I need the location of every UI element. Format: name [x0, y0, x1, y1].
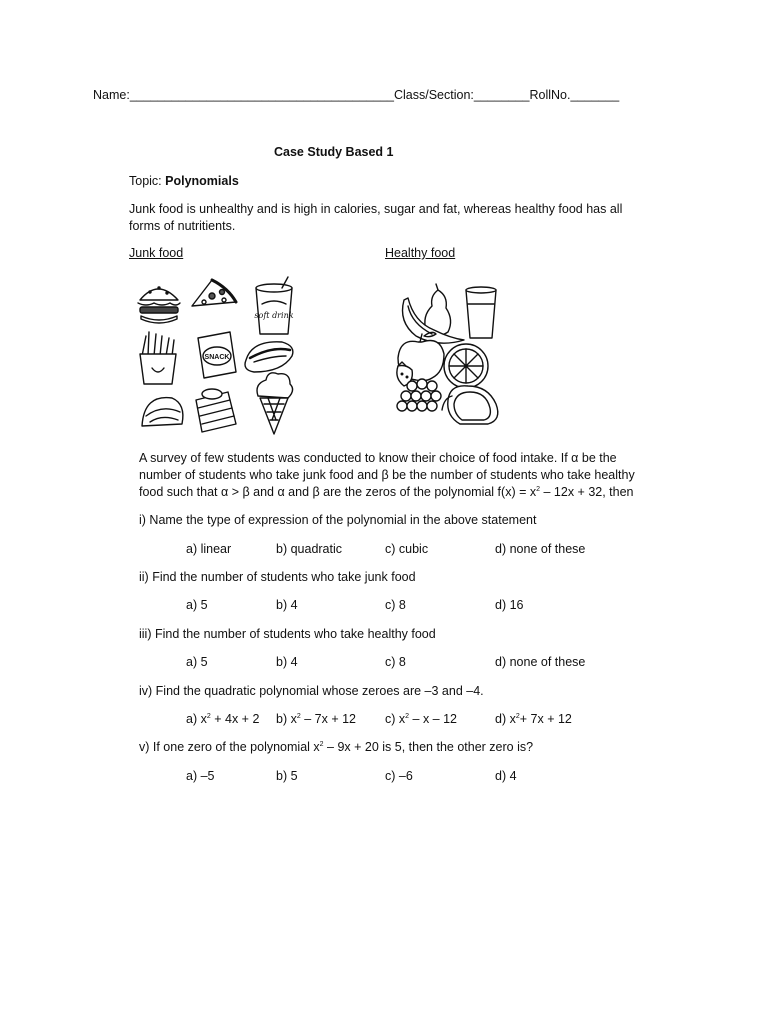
q4-option-a: a) $x^2 + 4x + 2$ [186, 712, 260, 726]
ice-cream-cone-icon [257, 373, 293, 434]
q1-option-c: c) cubic [385, 542, 429, 556]
topic-label: Topic: [129, 174, 166, 188]
q4-option-d: d) $x^2+ 7x + 12$ [495, 712, 572, 726]
survey-line-1: A survey of few students was conducted to know their choice of food intake. If α be the [139, 451, 617, 465]
q2-option-c: c) 8 [385, 598, 406, 612]
snack-bag-text: SNACK [204, 354, 230, 361]
burger-icon [138, 287, 180, 323]
q3-option-c: c) 8 [385, 655, 406, 669]
q4-option-c: c) $x^2$ – x – 12 [385, 712, 457, 726]
q1-option-a: a) linear [186, 542, 232, 556]
q1-option-b: b) quadratic [276, 542, 343, 556]
healthy-food-label: Healthy food [385, 246, 456, 260]
q2-option-b: b) 4 [276, 598, 298, 612]
burrito-icon [196, 389, 236, 432]
q3-option-d: d) none of these [495, 655, 586, 669]
question-1: i) Name the type of expression of the polynomial in the above statement [139, 513, 537, 527]
french-fries-icon [140, 332, 176, 384]
question-3: iii) Find the number of students who take healthy food [139, 627, 436, 641]
q2-option-a: a) 5 [186, 598, 208, 612]
junk-food-illustration [132, 276, 304, 438]
question-2: ii) Find the number of students who take junk food [139, 570, 416, 584]
snack-bag-icon [198, 332, 236, 378]
q5-option-c: c) –6 [385, 769, 413, 783]
healthy-food-illustration [392, 282, 504, 430]
survey-line-2: number of students who take junk food and β be the number of students who take healthy [139, 468, 635, 482]
bread-icon [442, 386, 498, 424]
name-class-roll-line: Name:______________________________________Class/Section:________RollNo._______ [93, 88, 620, 102]
glass-icon [466, 287, 496, 338]
survey-line-3: food such that α > β and α and β are the zeros of the polynomial $f(x) = x^2 - 12x + 32$, then [139, 485, 634, 499]
orange-slice-icon [444, 344, 488, 388]
junk-food-label: Junk food [129, 246, 184, 260]
q3-option-a: a) 5 [186, 655, 208, 669]
topic-value: Polynomials [165, 174, 239, 188]
topic-line [129, 174, 239, 188]
q5-option-d: d) 4 [495, 769, 517, 783]
hot-dog-icon [245, 342, 293, 372]
q5-option-a: a) –5 [186, 769, 215, 783]
intro-paragraph: Junk food is unhealthy and is high in calories, sugar and fat, whereas healthy food has all forms of nutritients. [129, 202, 623, 233]
soft-drink-cup-icon [254, 277, 293, 334]
q2-option-d: d) 16 [495, 598, 524, 612]
drink-cup-text: soft drink [254, 311, 294, 320]
pizza-slice-icon [192, 280, 236, 306]
taco-icon [142, 398, 183, 426]
q5-option-b: b) 5 [276, 769, 298, 783]
q1-option-d: d) none of these [495, 542, 586, 556]
q4-option-b: b) $x^2 - 7x + 12$ [276, 712, 356, 726]
page-title: Case Study Based 1 [274, 145, 394, 159]
question-4: iv) Find the quadratic polynomial whose zeroes are –3 and –4. [139, 684, 484, 698]
question-5: v) If one zero of the polynomial $x^2 - 9x + 20$ is 5, then the other zero is? [139, 740, 534, 754]
q3-option-b: b) 4 [276, 655, 298, 669]
